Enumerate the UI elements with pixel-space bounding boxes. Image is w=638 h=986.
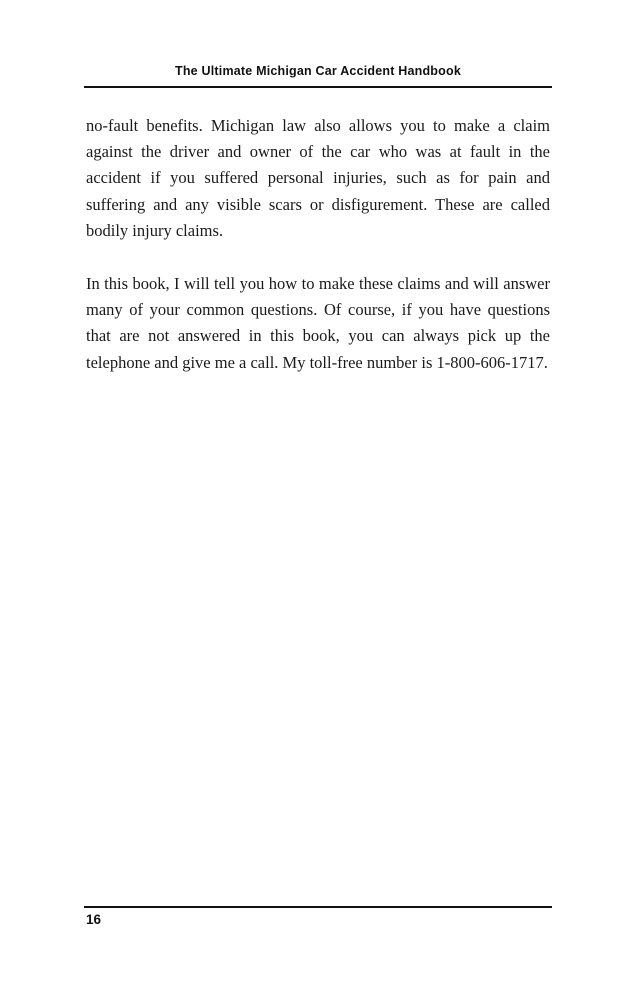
running-header-title: The Ultimate Michigan Car Accident Handbook: [175, 64, 461, 78]
paragraph: no-fault benefits. Michigan law also allows you to make a claim against the driver and owner of the car who was at fault in the accident if you suffered personal injuries, such as for pain and suffering and any visible scars or disfigurement. These are called bodily injury claims.: [86, 116, 550, 240]
paragraph: In this book, I will tell you how to make these claims and will answer many of your common questions. Of course, if you have questions that are not answered in this book, you can always pick up the telephone and give me a call. My toll-free number is 1-800-606-1717.: [86, 274, 550, 372]
page-body: [86, 113, 550, 403]
header-rule: [84, 86, 552, 88]
page-number: 16: [86, 912, 102, 927]
footer-rule: [84, 906, 552, 908]
